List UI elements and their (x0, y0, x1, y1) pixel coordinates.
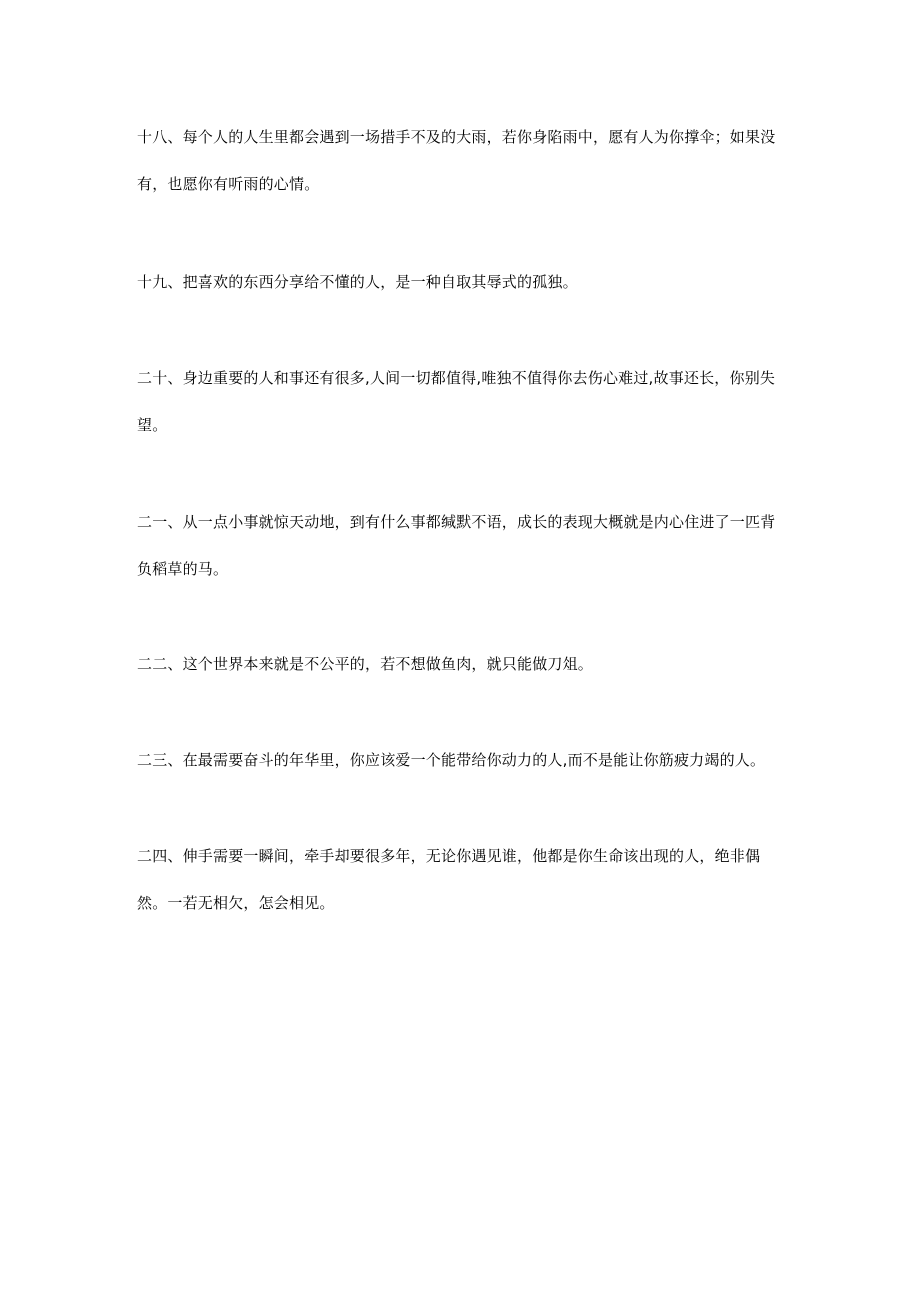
paragraph-18: 十八、每个人的人生里都会遇到一场措手不及的大雨，若你身陷雨中，愿有人为你撑伞；如果没有，也愿你有听雨的心情。 (137, 128, 776, 193)
paragraph-21: 二一、从一点小事就惊天动地，到有什么事都缄默不语，成长的表现大概就是内心住进了一匹背负稻草的马。 (137, 513, 776, 578)
paragraph-22: 二二、这个世界本来就是不公平的，若不想做鱼肉，就只能做刀俎。 (137, 655, 594, 673)
paragraph-24: 二四、伸手需要一瞬间，牵手却要很多年，无论你遇见谁，他都是你生命该出现的人，绝非偶然。一若无相欠，怎会相见。 (137, 847, 761, 912)
paragraph-20: 二十、身边重要的人和事还有很多,人间一切都值得,唯独不值得你去伤心难过,故事还长，你别失望。 (137, 369, 776, 434)
paragraph-23: 二三、在最需要奋斗的年华里，你应该爱一个能带给你动力的人,而不是能让你筋疲力竭的人。 (137, 751, 766, 769)
paragraph-19: 十九、把喜欢的东西分享给不懂的人，是一种自取其辱式的孤独。 (137, 273, 578, 291)
